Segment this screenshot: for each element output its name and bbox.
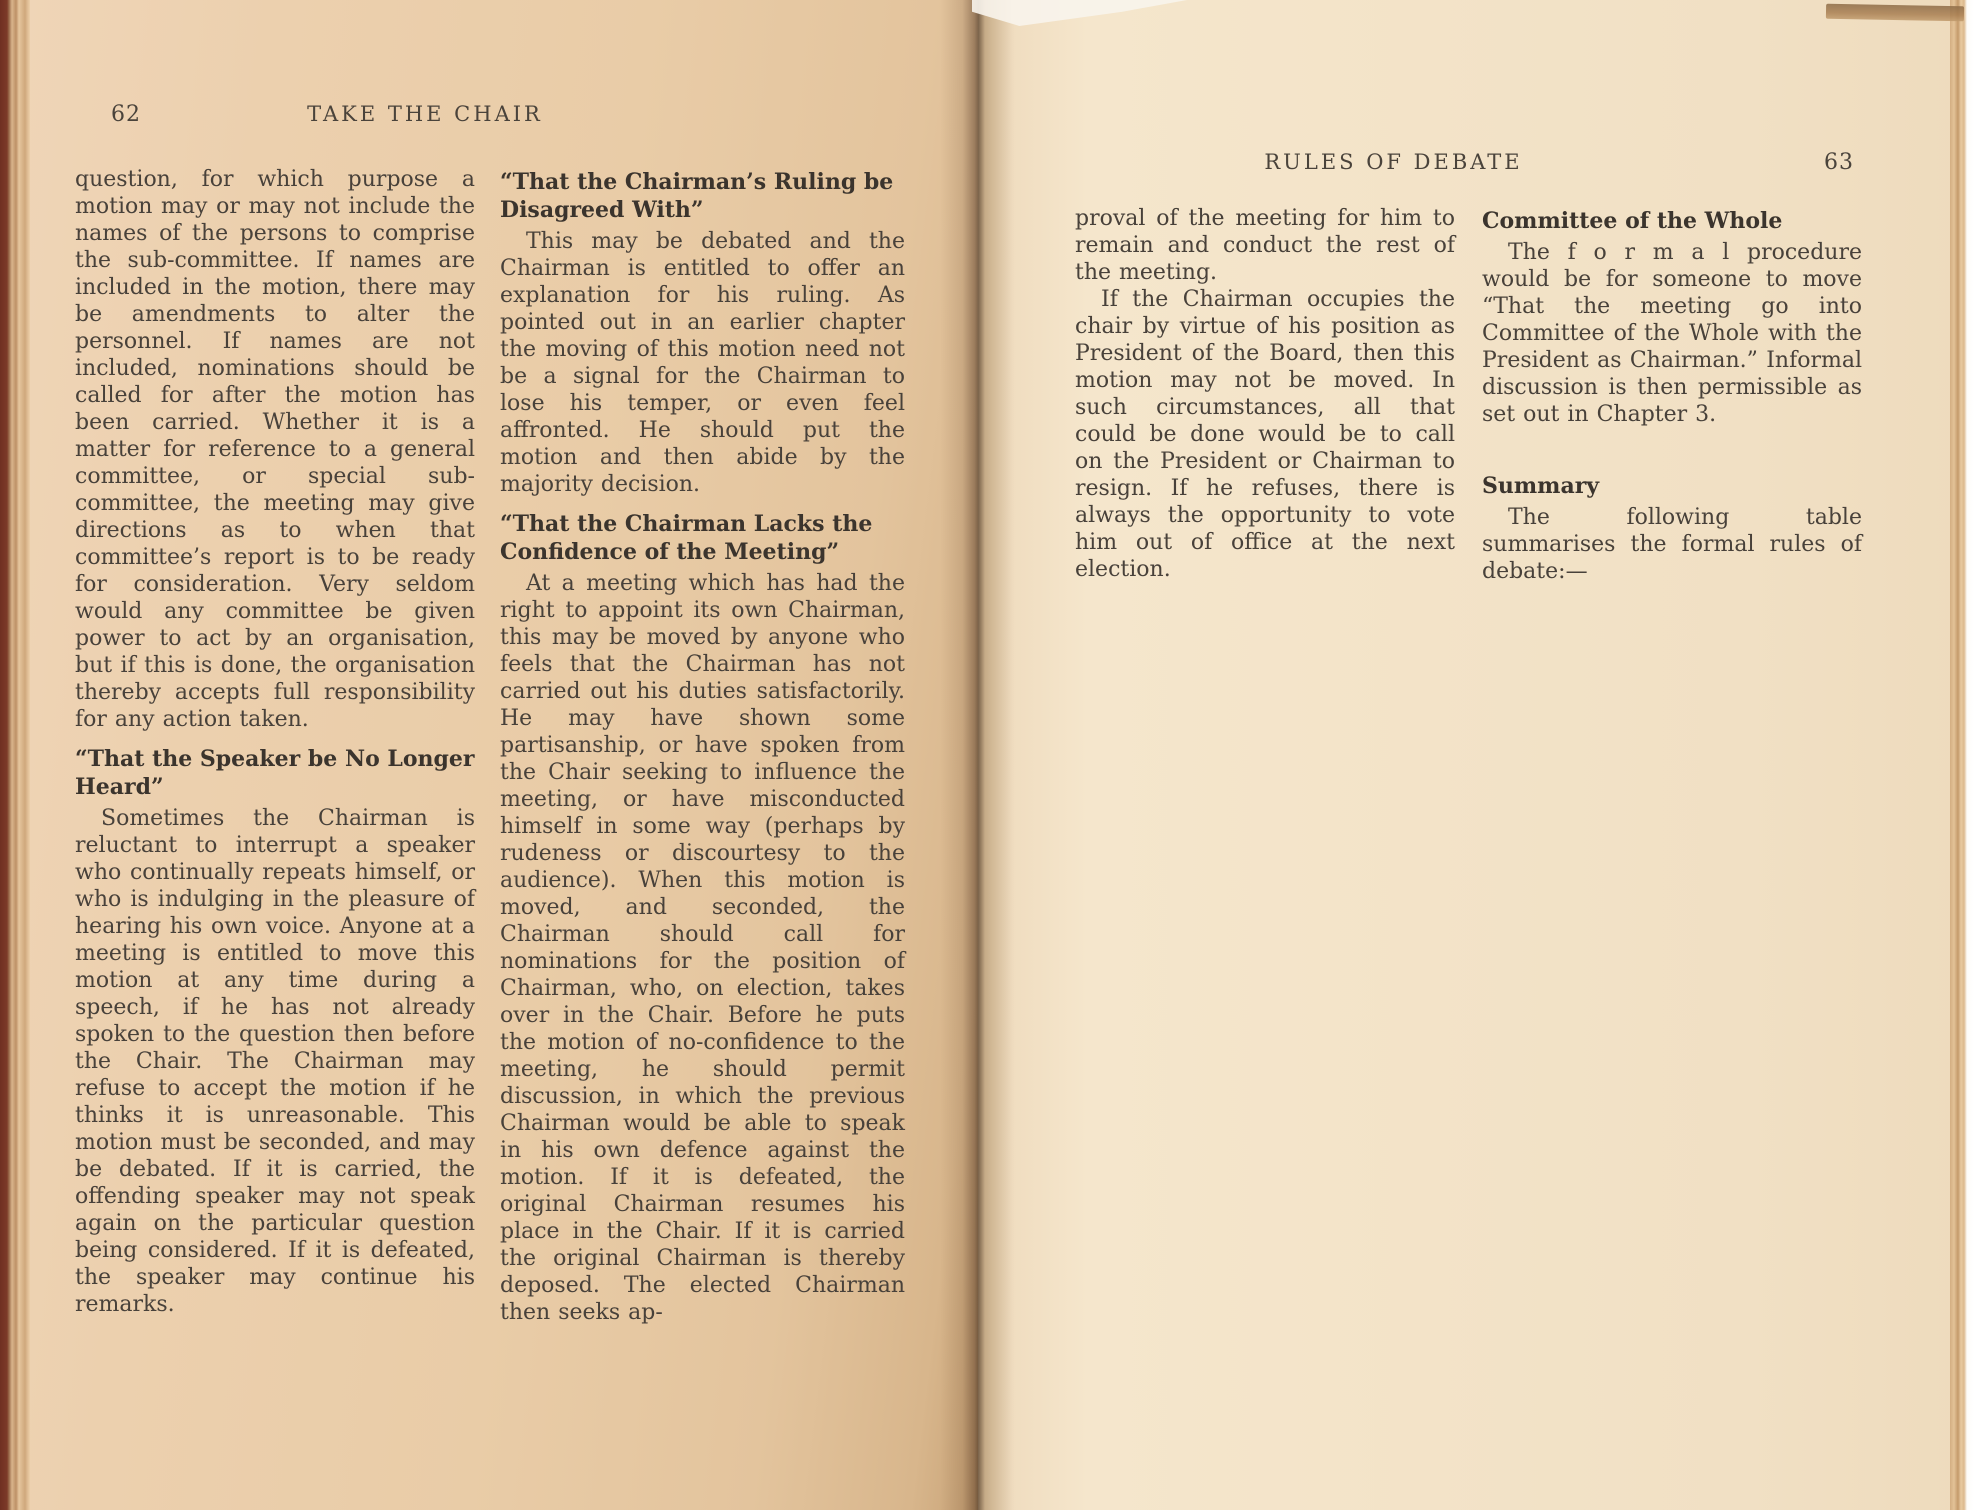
paragraph: The f o r m a l procedure would be for someone to move “That the meeting go into Committee of the Whole with the President as Chairman.” Informal discussion is then permissible as set out in Chapter 3. bbox=[1482, 240, 1862, 427]
paragraph: question, for which purpose a motion may or may not include the names of the persons to comprise the sub-committee. If names are included in the motion, there may be amendments to alter the personnel. If names are not included, nominations should be called for after the motion has been carried. Whether it is a matter for reference to a general committee, or special sub-committee, the meeting may give directions as to when that committee’s report is to be ready for consideration. Very seldom would any committee be given power to act by an organisation, but if this is done, the organisation thereby accepts full responsibility for any action taken. bbox=[75, 167, 475, 732]
paragraph: proval of the meeting for him to remain and conduct the rest of the meeting. bbox=[1075, 206, 1455, 285]
paragraph: Sometimes the Chairman is reluctant to interrupt a speaker who continually repeats himself, or who is indulging in the pleasure of hearing his own voice. Anyone at a meeting is entitled to move this motion at any time during a speech, if he has not already spoken to the question then before the Chair. The Chairman may refuse to accept the motion if he thinks it is unreasonable. This motion must be seconded, and may be debated. If it is carried, the offending speaker may not speak again on the particular question being considered. If it is defeated, the speaker may continue his remarks. bbox=[75, 806, 475, 1317]
page-63-column-2 bbox=[1482, 205, 1862, 585]
paragraph: If the Chairman occupies the chair by virtue of his position as President of the Board, then this motion may not be moved. In such circumstances, all that could be done would be to call on the President or Chairman to resign. If he refuses, there is always the opportunity to vote him out of office at the next election. bbox=[1075, 287, 1455, 582]
page-62-header bbox=[75, 102, 905, 136]
page-number-62: 62 bbox=[111, 102, 141, 127]
page-stack-right-edge bbox=[1950, 0, 1974, 1510]
page-block-top-edge bbox=[1826, 4, 1964, 22]
running-title-left: TAKE THE CHAIR bbox=[307, 102, 543, 126]
paragraph: This may be debated and the Chairman is entitled to offer an explanation for his ruling. As pointed out in an earlier chapter the moving of this motion need not be a signal for the Chairman to lose his temper, or even feel affronted. He should put the motion and then abide by the majority decision. bbox=[500, 229, 905, 497]
section-heading: “That the Chairman Lacks the Confidence of the Meeting” bbox=[500, 511, 873, 565]
page-63 bbox=[978, 0, 1958, 1510]
page-62-column-2 bbox=[500, 166, 905, 1326]
section-heading: “That the Chairman’s Ruling be Disagreed With” bbox=[500, 169, 894, 223]
page-62 bbox=[28, 0, 978, 1510]
page-62-column-1 bbox=[75, 166, 475, 1326]
book-left-cover-edge bbox=[0, 0, 30, 1510]
paragraph: At a meeting which has had the right to appoint its own Chairman, this may be moved by anyone who feels that the Chairman has not carried out his duties satisfactorily. He may have shown some partisanship, or have spoken from the Chair seeking to influence the meeting, or have misconducted himself in some way (perhaps by rudeness or discourtesy to the audience). When this motion is moved, and seconded, the Chairman should call for nominations for the position of Chairman, who, on election, takes over in the Chair. Before he puts the motion of no-confidence to the meeting, he should permit discussion, in which the previous Chairman would be able to speak in his own defence against the motion. If it is defeated, the original Chairman resumes his place in the Chair. If it is carried the original Chairman is thereby deposed. The elected Chairman then seeks ap- bbox=[500, 571, 905, 1325]
book-spine-gutter-shadow bbox=[940, 0, 1015, 1510]
section-heading: Committee of the Whole bbox=[1482, 208, 1783, 234]
section-heading: Summary bbox=[1482, 473, 1600, 499]
page-63-text-area bbox=[1075, 205, 1862, 585]
running-title-right: RULES OF DEBATE bbox=[1264, 150, 1523, 174]
paragraph: The following table summarises the formal rules of debate:— bbox=[1482, 505, 1862, 584]
page-number-63: 63 bbox=[1824, 150, 1854, 175]
section-heading: “That the Speaker be No Longer Heard” bbox=[75, 746, 475, 800]
page-62-text-area bbox=[75, 166, 905, 1326]
page-63-header bbox=[1075, 150, 1862, 184]
page-63-column-1 bbox=[1075, 205, 1455, 585]
